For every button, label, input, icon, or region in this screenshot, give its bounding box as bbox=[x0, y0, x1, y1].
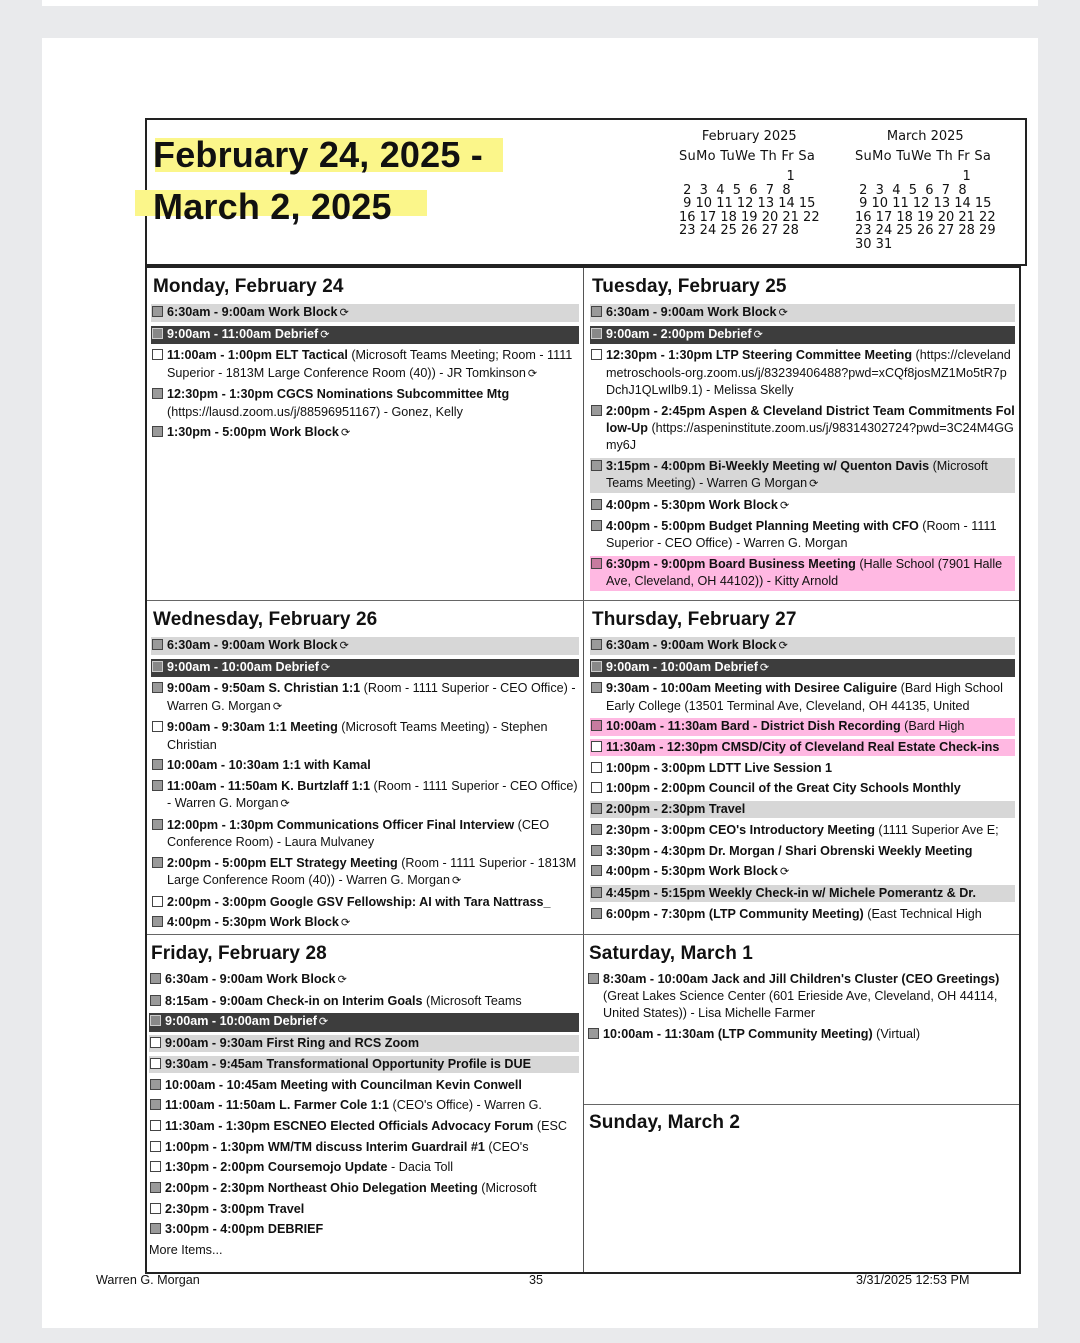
event-checkbox-icon bbox=[150, 1203, 161, 1214]
event-checkbox-icon bbox=[150, 1182, 161, 1193]
event-checkbox-icon bbox=[591, 741, 602, 752]
recurring-icon: ⟳ bbox=[779, 866, 790, 879]
calendar-event[interactable]: 2:00pm - 3:00pm Google GSV Fellowship: AI with Tara Nattrass_ bbox=[151, 894, 579, 911]
event-checkbox-icon bbox=[591, 520, 602, 531]
mini-calendar-week: 2 3 4 5 6 7 8 bbox=[855, 182, 967, 198]
calendar-event[interactable]: 11:30am - 1:30pm ESCNEO Elected Officials Advocacy Forum (ESC bbox=[149, 1118, 579, 1135]
calendar-event[interactable]: 2:30pm - 3:00pm Travel bbox=[149, 1201, 579, 1218]
calendar-event[interactable]: 10:00am - 11:30am (LTP Community Meeting) (Virtual) bbox=[587, 1026, 1015, 1043]
document-page bbox=[42, 38, 1038, 1328]
calendar-event[interactable]: 2:30pm - 3:00pm CEO's Introductory Meeting (1111 Superior Ave E; bbox=[590, 822, 1015, 839]
mini-calendar-week: 1 bbox=[679, 169, 795, 184]
calendar-event[interactable]: 9:00am - 9:30am First Ring and RCS Zoom bbox=[149, 1035, 579, 1052]
calendar-event[interactable]: 6:30am - 9:00am Work Block ⟳ bbox=[590, 304, 1015, 322]
event-checkbox-icon bbox=[150, 1037, 161, 1048]
event-checkbox-icon bbox=[150, 1141, 161, 1152]
day-cell-monday bbox=[151, 276, 579, 446]
event-checkbox-icon bbox=[150, 1015, 161, 1026]
recurring-icon: ⟳ bbox=[318, 1016, 329, 1029]
mini-calendar-weekdays: SuMo TuWe Th Fr Sa bbox=[679, 148, 816, 164]
footer-printed-timestamp: 3/31/2025 12:53 PM bbox=[856, 1273, 970, 1287]
event-checkbox-icon bbox=[150, 995, 161, 1006]
week-header bbox=[145, 118, 1027, 266]
recurring-icon: ⟳ bbox=[778, 307, 788, 319]
calendar-event[interactable]: 4:00pm - 5:30pm Work Block ⟳ bbox=[151, 914, 579, 932]
event-checkbox-icon bbox=[152, 916, 163, 927]
calendar-event[interactable]: 4:00pm - 5:30pm Work Block ⟳ bbox=[590, 497, 1015, 515]
event-checkbox-icon bbox=[150, 1079, 161, 1090]
recurring-icon: ⟳ bbox=[340, 917, 351, 930]
recurring-icon: ⟳ bbox=[778, 640, 788, 652]
calendar-event[interactable]: 1:30pm - 2:00pm Coursemojo Update - Dacia Toll bbox=[149, 1159, 579, 1176]
calendar-event[interactable]: 2:00pm - 5:00pm ELT Strategy Meeting (Room - 1111 Superior - 1813M Large Conference Room (40)) - Warren G. Morgan ⟳ bbox=[151, 855, 579, 890]
calendar-event[interactable]: 6:30am - 9:00am Work Block ⟳ bbox=[149, 971, 579, 989]
calendar-event[interactable]: 9:30am - 9:45am Transformational Opportunity Profile is DUE bbox=[149, 1056, 579, 1073]
calendar-event[interactable]: 11:00am - 11:50am L. Farmer Cole 1:1 (CEO's Office) - Warren G. bbox=[149, 1097, 579, 1114]
day-cell-thursday bbox=[590, 609, 1015, 926]
calendar-event[interactable]: 8:15am - 9:00am Check-in on Interim Goals (Microsoft Teams bbox=[149, 993, 579, 1010]
calendar-event[interactable]: 10:00am - 10:30am 1:1 with Kamal bbox=[151, 757, 579, 774]
calendar-event[interactable]: 3:00pm - 4:00pm DEBRIEF bbox=[149, 1221, 579, 1238]
column-divider bbox=[583, 268, 584, 1272]
recurring-icon: ⟳ bbox=[339, 307, 349, 319]
calendar-event[interactable]: 4:00pm - 5:30pm Work Block ⟳ bbox=[590, 863, 1015, 881]
recurring-icon: ⟳ bbox=[272, 700, 283, 713]
mini-calendar-march bbox=[855, 130, 996, 251]
event-checkbox-icon bbox=[150, 1120, 161, 1131]
recurring-icon: ⟳ bbox=[452, 874, 462, 887]
calendar-event[interactable]: 9:00am - 10:00am Debrief ⟳ bbox=[151, 659, 579, 677]
day-heading: Sunday, March 2 bbox=[589, 1112, 741, 1133]
event-checkbox-icon bbox=[588, 973, 599, 984]
event-checkbox-icon bbox=[591, 306, 602, 317]
calendar-event[interactable]: 3:15pm - 4:00pm Bi-Weekly Meeting w/ Quenton Davis (Microsoft Teams Meeting) - Warren G Morgan ⟳ bbox=[590, 458, 1015, 493]
recurring-icon: ⟳ bbox=[339, 640, 349, 652]
event-checkbox-icon bbox=[152, 759, 163, 770]
calendar-event[interactable]: 6:30am - 9:00am Work Block ⟳ bbox=[151, 304, 579, 322]
calendar-event[interactable]: 6:30am - 9:00am Work Block ⟳ bbox=[590, 637, 1015, 655]
more-items-link[interactable]: More Items... bbox=[149, 1242, 223, 1257]
calendar-event[interactable]: 9:00am - 9:30am 1:1 Meeting (Microsoft Teams Meeting) - Stephen Christian bbox=[151, 719, 579, 753]
day-heading: Tuesday, February 25 bbox=[592, 276, 787, 297]
event-checkbox-icon bbox=[591, 661, 602, 672]
event-checkbox-icon bbox=[591, 845, 602, 856]
mini-calendar-week: 23 24 25 26 27 28 29 bbox=[855, 223, 996, 238]
event-checkbox-icon bbox=[150, 1161, 161, 1172]
event-checkbox-icon bbox=[152, 349, 163, 360]
event-checkbox-icon bbox=[591, 887, 602, 898]
event-checkbox-icon bbox=[152, 896, 163, 907]
event-checkbox-icon bbox=[152, 328, 163, 339]
calendar-event[interactable]: 2:00pm - 2:45pm Aspen & Cleveland District Team Commitments Follow-Up (https://aspeninstitute.zoom.us/j/98314302724?pwd=3C24M4GGmy6J bbox=[590, 403, 1015, 455]
calendar-frame bbox=[145, 118, 1025, 1270]
event-checkbox-icon bbox=[152, 780, 163, 791]
recurring-icon: ⟳ bbox=[337, 974, 347, 986]
calendar-event[interactable]: 2:00pm - 2:30pm Northeast Ohio Delegation Meeting (Microsoft bbox=[149, 1180, 579, 1197]
event-checkbox-icon bbox=[591, 803, 602, 814]
recurring-icon: ⟳ bbox=[320, 661, 331, 674]
calendar-event[interactable]: 11:00am - 1:00pm ELT Tactical (Microsoft Teams Meeting; Room - 1111 Superior - 1813M Large Conference Room (40)) - JR Tomkinson ⟳ bbox=[151, 347, 579, 382]
day-cell-wednesday bbox=[151, 609, 579, 936]
row-divider bbox=[147, 600, 1019, 601]
event-checkbox-icon bbox=[152, 857, 163, 868]
calendar-event[interactable]: 12:30pm - 1:30pm LTP Steering Committee Meeting (https://clevelandmetroschools-org.zoom.us/j/83239406488?pwd=xCQf8josMZ1Mo5tR7pDchJ1QLwIlb9.1) - Melissa Skelly bbox=[590, 347, 1015, 399]
calendar-event[interactable]: 6:30am - 9:00am Work Block ⟳ bbox=[151, 637, 579, 655]
day-heading: Monday, February 24 bbox=[153, 276, 344, 297]
event-checkbox-icon bbox=[591, 328, 602, 339]
recurring-icon: ⟳ bbox=[340, 427, 351, 440]
calendar-event[interactable]: 9:30am - 10:00am Meeting with Desiree Caliguire (Bard High School Early College (13501 Terminal Ave, Cleveland, OH 44135, United bbox=[590, 680, 1015, 714]
calendar-event[interactable]: 1:00pm - 2:00pm Council of the Great City Schools Monthly bbox=[590, 780, 1015, 797]
calendar-event[interactable]: 4:00pm - 5:00pm Budget Planning Meeting with CFO (Room - 1111 Superior - CEO Office) - Warren G. Morgan bbox=[590, 518, 1015, 552]
calendar-event[interactable]: 11:00am - 11:50am K. Burtzlaff 1:1 (Room - 1111 Superior - CEO Office) - Warren G. Morgan ⟳ bbox=[151, 778, 579, 813]
calendar-event[interactable]: 12:00pm - 1:30pm Communications Officer Final Interview (CEO Conference Room) - Laura Mulvaney bbox=[151, 817, 579, 851]
day-cell-friday bbox=[149, 943, 579, 1257]
recurring-icon: ⟳ bbox=[320, 328, 330, 341]
mini-calendar-title: March 2025 bbox=[886, 129, 964, 144]
day-heading: Saturday, March 1 bbox=[589, 943, 753, 964]
calendar-event[interactable]: 2:00pm - 2:30pm Travel bbox=[590, 801, 1015, 818]
day-heading: Friday, February 28 bbox=[151, 943, 327, 964]
calendar-event[interactable]: 1:00pm - 3:00pm LDTT Live Session 1 bbox=[590, 760, 1015, 777]
event-checkbox-icon bbox=[152, 306, 163, 317]
calendar-event[interactable]: 1:00pm - 1:30pm WM/TM discuss Interim Guardrail #1 (CEO's bbox=[149, 1139, 579, 1156]
event-checkbox-icon bbox=[591, 499, 602, 510]
event-checkbox-icon bbox=[152, 819, 163, 830]
calendar-event[interactable]: 9:00am - 10:00am Debrief ⟳ bbox=[590, 659, 1015, 677]
mini-calendar-title: February 2025 bbox=[701, 129, 797, 144]
mini-calendar-week: 9 10 11 12 13 14 15 bbox=[679, 196, 816, 211]
calendar-event[interactable]: 9:00am - 9:50am S. Christian 1:1 (Room - 1111 Superior - CEO Office) - Warren G. Morgan ⟳ bbox=[151, 680, 579, 715]
event-checkbox-icon bbox=[591, 762, 602, 773]
event-checkbox-icon bbox=[150, 1058, 161, 1069]
event-checkbox-icon bbox=[591, 558, 602, 569]
recurring-icon: ⟳ bbox=[759, 661, 770, 674]
day-cell-sunday bbox=[587, 1112, 1015, 1140]
event-checkbox-icon bbox=[591, 782, 602, 793]
event-checkbox-icon bbox=[150, 1223, 161, 1234]
event-checkbox-icon bbox=[152, 721, 163, 732]
event-checkbox-icon bbox=[591, 824, 602, 835]
event-checkbox-icon bbox=[591, 349, 602, 360]
recurring-icon: ⟳ bbox=[280, 798, 290, 811]
event-checkbox-icon bbox=[591, 865, 602, 876]
week-title-line2: March 2, 2025 bbox=[153, 186, 392, 227]
mini-calendar-weekdays: SuMo TuWe Th Fr Sa bbox=[855, 148, 992, 164]
event-checkbox-icon bbox=[591, 720, 602, 731]
calendar-event[interactable]: 3:30pm - 4:30pm Dr. Morgan / Shari Obrenski Weekly Meeting bbox=[590, 843, 1015, 860]
calendar-event[interactable]: 6:30pm - 9:00pm Board Business Meeting (Halle School (7901 Halle Ave, Cleveland, OH 44102)) - Kitty Arnold bbox=[590, 556, 1015, 590]
footer-owner: Warren G. Morgan bbox=[96, 1273, 200, 1287]
day-cell-saturday bbox=[587, 943, 1015, 1047]
event-checkbox-icon bbox=[588, 1028, 599, 1039]
calendar-event[interactable]: 4:45pm - 5:15pm Weekly Check-in w/ Michele Pomerantz & Dr. bbox=[590, 885, 1015, 902]
calendar-event[interactable]: 10:00am - 11:30am Bard - District Dish Recording (Bard High bbox=[590, 718, 1015, 735]
calendar-event[interactable]: 6:00pm - 7:30pm (LTP Community Meeting) (East Technical High bbox=[590, 906, 1015, 923]
event-checkbox-icon bbox=[152, 682, 163, 693]
recurring-icon: ⟳ bbox=[779, 499, 790, 512]
event-checkbox-icon bbox=[591, 639, 602, 650]
recurring-icon: ⟳ bbox=[527, 367, 538, 380]
event-checkbox-icon bbox=[591, 682, 602, 693]
day-cell-tuesday bbox=[590, 276, 1015, 594]
week-title-line1: February 24, 2025 - bbox=[153, 134, 483, 175]
calendar-event[interactable]: 10:00am - 10:45am Meeting with Councilman Kevin Conwell bbox=[149, 1077, 579, 1094]
mini-calendar-week: 16 17 18 19 20 21 22 bbox=[679, 209, 820, 225]
calendar-event[interactable]: 12:30pm - 1:30pm CGCS Nominations Subcommittee Mtg (https://lausd.zoom.us/j/88596951167) - Gonez, Kelly bbox=[151, 386, 579, 420]
calendar-event[interactable]: 9:00am - 2:00pm Debrief ⟳ bbox=[590, 326, 1015, 344]
calendar-event[interactable]: 11:30am - 12:30pm CMSD/City of Cleveland Real Estate Check-ins bbox=[590, 739, 1015, 756]
event-checkbox-icon bbox=[152, 661, 163, 672]
mini-calendar-week: 2 3 4 5 6 7 8 bbox=[679, 182, 791, 198]
footer-page-number: 35 bbox=[529, 1273, 544, 1287]
event-checkbox-icon bbox=[152, 426, 163, 437]
week-grid bbox=[145, 266, 1021, 1274]
mini-calendar-week: 23 24 25 26 27 28 bbox=[679, 223, 799, 238]
day-heading: Thursday, February 27 bbox=[592, 609, 797, 630]
mini-calendar-february bbox=[679, 130, 820, 238]
recurring-icon: ⟳ bbox=[809, 477, 819, 490]
event-checkbox-icon bbox=[152, 639, 163, 650]
event-checkbox-icon bbox=[591, 908, 602, 919]
event-checkbox-icon bbox=[150, 973, 161, 984]
row-divider bbox=[584, 1104, 1019, 1105]
day-heading: Wednesday, February 26 bbox=[153, 609, 378, 630]
mini-calendar-week: 1 bbox=[855, 169, 971, 184]
event-checkbox-icon bbox=[150, 1099, 161, 1110]
mini-calendar-week: 16 17 18 19 20 21 22 bbox=[855, 209, 996, 225]
calendar-event[interactable]: 8:30am - 10:00am Jack and Jill Children's Cluster (CEO Greetings) (Great Lakes Science Center (601 Erieside Ave, Cleveland, OH 44114, United States)) - Lisa Michelle Farmer bbox=[587, 971, 1015, 1023]
event-checkbox-icon bbox=[591, 405, 602, 416]
top-strip bbox=[42, 0, 1038, 6]
event-checkbox-icon bbox=[591, 460, 602, 471]
calendar-event[interactable]: 1:30pm - 5:00pm Work Block ⟳ bbox=[151, 424, 579, 442]
calendar-event[interactable]: 9:00am - 11:00am Debrief ⟳ bbox=[151, 326, 579, 344]
mini-calendar-week: 9 10 11 12 13 14 15 bbox=[855, 196, 992, 211]
event-checkbox-icon bbox=[152, 388, 163, 399]
recurring-icon: ⟳ bbox=[753, 328, 763, 341]
mini-calendar-week: 30 31 bbox=[855, 236, 893, 252]
calendar-event[interactable]: 9:00am - 10:00am Debrief ⟳ bbox=[149, 1013, 579, 1031]
